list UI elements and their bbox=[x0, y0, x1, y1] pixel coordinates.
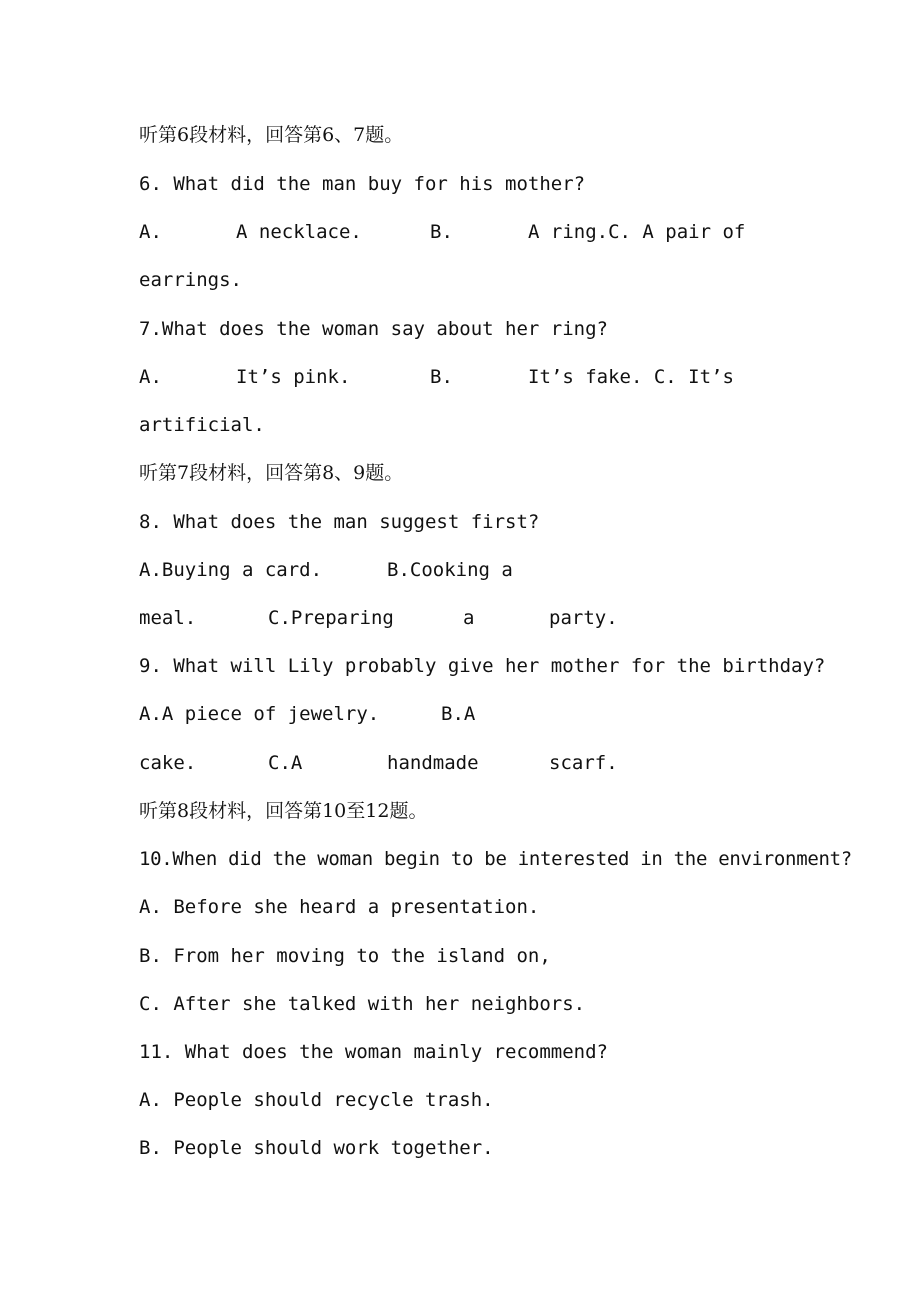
option-b-text: It’s fake. C. It’s bbox=[528, 366, 734, 388]
question-6-option-c-continued: earrings. bbox=[139, 269, 242, 291]
question-8: 8. What does the man suggest first? bbox=[139, 511, 540, 533]
section-6-header: 听第6段材料，回答第6、7题。 bbox=[139, 124, 404, 146]
question-11-option-b: B. People should work together. bbox=[139, 1137, 494, 1159]
option-a-label: A. bbox=[139, 221, 162, 243]
option-a-text: A necklace. bbox=[236, 221, 362, 243]
option-c-part-2: a bbox=[463, 607, 475, 629]
section-8-header: 听第8段材料，回答第10至12题。 bbox=[139, 800, 428, 822]
question-6: 6. What did the man buy for his mother? bbox=[139, 173, 586, 195]
option-a: A.A piece of jewelry. bbox=[139, 703, 380, 725]
option-b-continued: cake. bbox=[139, 752, 197, 774]
question-10-option-b: B. From her moving to the island on, bbox=[139, 945, 551, 967]
question-11-option-a: A. People should recycle trash. bbox=[139, 1089, 494, 1111]
option-b-continued: meal. bbox=[139, 607, 197, 629]
question-7-option-c-continued: artificial. bbox=[139, 414, 265, 436]
option-b-label: B. bbox=[430, 366, 453, 388]
question-10-option-a: A. Before she heard a presentation. bbox=[139, 896, 540, 918]
question-9: 9. What will Lily probably give her mother for the birthday? bbox=[139, 655, 826, 677]
option-a-text: It’s pink. bbox=[236, 366, 351, 388]
question-8-options-continued bbox=[0, 605, 920, 631]
question-10-option-c: C. After she talked with her neighbors. bbox=[139, 993, 586, 1015]
option-b-label: B. bbox=[430, 221, 453, 243]
option-c-part-3: party. bbox=[549, 607, 618, 629]
question-9-options bbox=[0, 701, 920, 727]
option-b: B.Cooking a bbox=[387, 559, 513, 581]
option-c-part-3: scarf. bbox=[549, 752, 618, 774]
question-6-options bbox=[0, 219, 920, 245]
option-b: B.A bbox=[441, 703, 476, 725]
option-a: A.Buying a card. bbox=[139, 559, 323, 581]
question-7-options bbox=[0, 364, 920, 390]
question-8-options bbox=[0, 557, 920, 583]
option-c-part-1: C.A bbox=[268, 752, 303, 774]
option-a-label: A. bbox=[139, 366, 162, 388]
question-10: 10.When did the woman begin to be interested in the environment? bbox=[139, 848, 852, 870]
option-b-text: A ring.C. A pair of bbox=[528, 221, 746, 243]
option-c-part-1: C.Preparing bbox=[268, 607, 394, 629]
question-11: 11. What does the woman mainly recommend? bbox=[139, 1041, 608, 1063]
option-c-part-2: handmade bbox=[387, 752, 479, 774]
question-9-options-continued bbox=[0, 750, 920, 776]
question-7: 7.What does the woman say about her ring? bbox=[139, 318, 608, 340]
section-7-header: 听第7段材料，回答第8、9题。 bbox=[139, 462, 404, 484]
